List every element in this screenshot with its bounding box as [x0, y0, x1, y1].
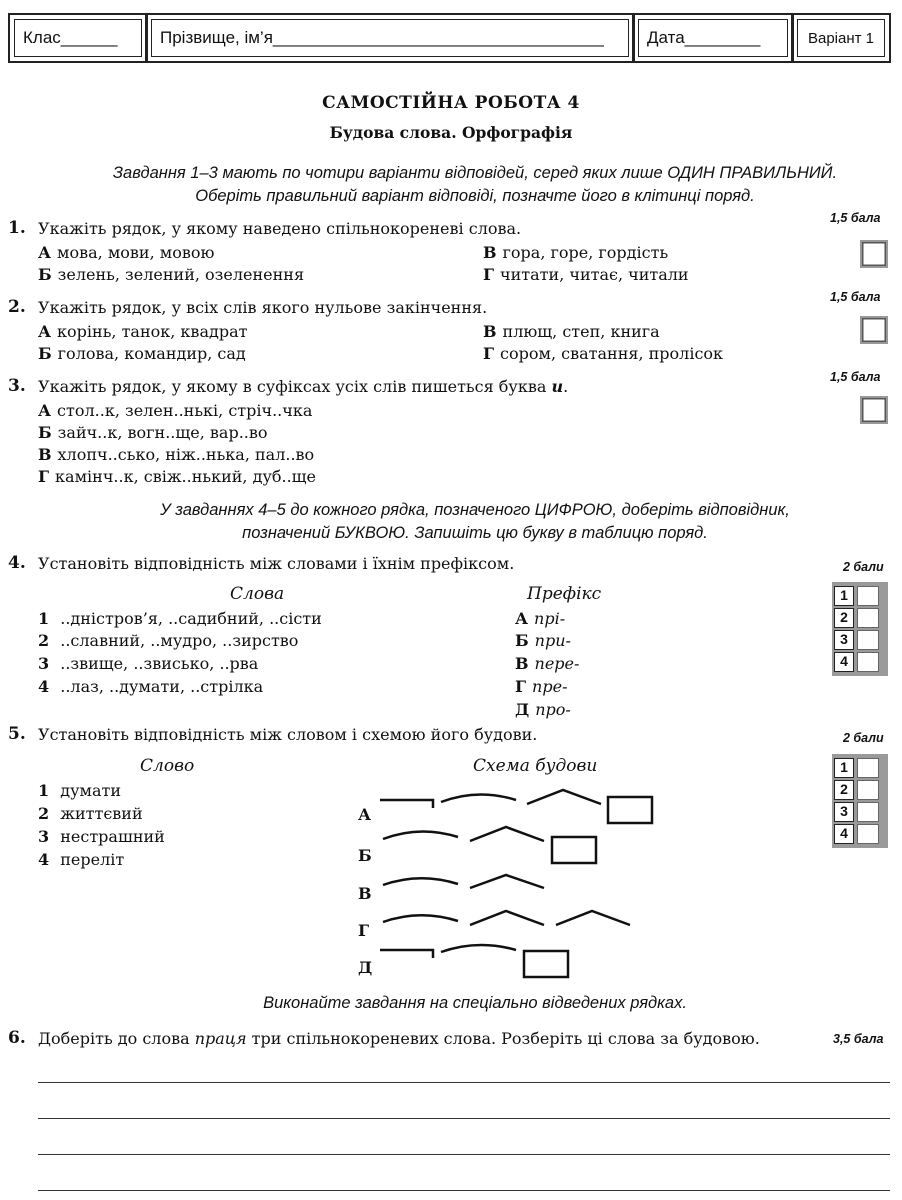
- q4-text: Установіть відповідність між словами і їхнім префіксом.: [38, 554, 515, 573]
- q4-word-1: 1 ..дністров’я, ..садибний, ..сісти: [38, 609, 322, 628]
- ending-mark: [524, 951, 568, 977]
- q4-prefix-g: Г пре-: [515, 677, 568, 696]
- q1-option-v: В гора, горе, гордість: [483, 243, 669, 262]
- q2-text: Укажіть рядок, у всіх слів якого нульове закінчення.: [38, 298, 488, 317]
- name-label[interactable]: Прізвище, ім’я___________________________________: [160, 28, 604, 47]
- instruction-2-line1: У завданнях 4–5 до кожного рядка, позначеного ЦИФРОЮ, доберіть відповідник,: [160, 501, 790, 519]
- q1-option-g: Г читати, читає, читали: [483, 265, 689, 284]
- q1-text: Укажіть рядок, у якому наведено спільнокореневі слова.: [38, 219, 522, 238]
- q3-text: Укажіть рядок, у якому в суфіксах усіх слів пишеться буква и.: [38, 377, 569, 396]
- page-title: САМОСТІЙНА РОБОТА 4: [322, 93, 580, 113]
- scheme-letter-d: Д: [358, 958, 373, 977]
- q5-col-scheme: Схема будови: [473, 756, 598, 776]
- q5-grid-row: 3: [834, 802, 886, 822]
- q4-grid-row: 3: [834, 630, 886, 650]
- q4-number: 4.: [8, 553, 26, 573]
- q4-word-3: 3 ..звище, ..звисько, ..рва: [38, 654, 259, 673]
- scheme-g: [383, 911, 630, 925]
- q5-grid-row: 4: [834, 824, 886, 844]
- q5-text: Установіть відповідність між словом і схемою його будови.: [38, 725, 538, 744]
- q4-points: 2 бали: [843, 560, 884, 574]
- ending-mark: [608, 797, 652, 823]
- q3-option-v: В хлопч..сько, ніж..нька, пал..во: [38, 445, 315, 464]
- root-mark: [383, 831, 458, 839]
- q5-col-word: Слово: [140, 756, 195, 776]
- page-subtitle: Будова слова. Орфографія: [329, 123, 573, 142]
- q6-number: 6.: [8, 1028, 26, 1048]
- prefix-mark: [380, 800, 433, 808]
- q3-option-g: Г камінч..к, свіж..нький, дуб..ще: [38, 467, 316, 486]
- q5-grid-row: 1: [834, 758, 886, 778]
- q1-points: 1,5 бала: [830, 211, 881, 225]
- q5-answer-grid: [832, 754, 888, 848]
- q4-prefix-b: Б при-: [515, 631, 571, 650]
- suffix-mark: [470, 875, 544, 888]
- q2-option-b: Б голова, командир, сад: [38, 344, 246, 363]
- answer-line-2[interactable]: [38, 1118, 890, 1119]
- suffix-mark: [470, 911, 544, 925]
- scheme-letter-b: Б: [358, 846, 372, 865]
- root-mark: [383, 878, 458, 885]
- class-label[interactable]: Клас______: [23, 28, 118, 47]
- answer-line-3[interactable]: [38, 1154, 890, 1155]
- scheme-v: [383, 875, 544, 888]
- scheme-a: [380, 790, 652, 823]
- q5-grid-row: 2: [834, 780, 886, 800]
- q2-option-v: В плющ, степ, книга: [483, 322, 660, 341]
- q5-answer-4[interactable]: [857, 824, 879, 844]
- q4-grid-row: 2: [834, 608, 886, 628]
- variant-label: Варіант 1: [807, 29, 875, 47]
- date-label[interactable]: Дата________: [647, 28, 761, 47]
- q6-text: Доберіть до слова праця три спільнокореневих слова. Розберіть ці слова за будовою.: [38, 1029, 760, 1048]
- q6-points: 3,5 бала: [833, 1032, 884, 1046]
- root-mark: [441, 945, 516, 952]
- q3-option-a: А стол..к, зелен..нькі, стріч..чка: [38, 401, 313, 420]
- q4-word-4: 4 ..лаз, ..думати, ..стрілка: [38, 677, 264, 696]
- q3-points: 1,5 бала: [830, 370, 881, 384]
- root-mark: [441, 794, 516, 802]
- prefix-mark: [380, 950, 433, 958]
- scheme-letter-v: В: [358, 884, 372, 903]
- q1-option-b: Б зелень, зелений, озеленення: [38, 265, 305, 284]
- ending-mark: [552, 837, 596, 863]
- scheme-d: [380, 945, 568, 977]
- answer-line-4[interactable]: [38, 1190, 890, 1191]
- q2-option-a: А корінь, танок, квадрат: [38, 322, 248, 341]
- instruction-1-line2: Оберіть правильний варіант відповіді, позначте його в клітинці поряд.: [195, 187, 755, 205]
- q5-word-2: 2 життєвий: [38, 804, 143, 823]
- instruction-2-line2: позначений БУКВОЮ. Запишіть цю букву в таблицю поряд.: [242, 524, 708, 542]
- q3-option-b: Б зайч..к, вогн..ще, вар..во: [38, 423, 268, 442]
- suffix-mark: [527, 790, 601, 804]
- q4-prefix-d: Д про-: [515, 700, 571, 719]
- q3-number: 3.: [8, 376, 26, 396]
- q5-answer-3[interactable]: [857, 802, 879, 822]
- q5-word-4: 4 переліт: [38, 850, 125, 869]
- q4-word-2: 2 ..славний, ..мудро, ..зирство: [38, 631, 299, 650]
- q4-prefix-a: А прі-: [515, 609, 566, 628]
- q2-number: 2.: [8, 297, 26, 317]
- q5-word-1: 1 думати: [38, 781, 121, 800]
- suffix-mark-2: [556, 911, 630, 925]
- q4-col-words: Слова: [230, 584, 285, 604]
- q1-number: 1.: [8, 218, 26, 238]
- scheme-b: [383, 827, 596, 863]
- q5-points: 2 бали: [843, 731, 884, 745]
- instruction-1-line1: Завдання 1–3 мають по чотири варіанти відповідей, серед яких лише ОДИН ПРАВИЛЬНИЙ.: [112, 164, 838, 182]
- answer-line-1[interactable]: [38, 1082, 890, 1083]
- q4-col-prefix: Префікс: [527, 584, 602, 604]
- q4-grid-row: 4: [834, 652, 886, 672]
- q5-word-3: 3 нестрашний: [38, 827, 165, 846]
- q4-grid-row: 1: [834, 586, 886, 606]
- q2-points: 1,5 бала: [830, 290, 881, 304]
- scheme-letter-a: А: [358, 805, 372, 824]
- q1-option-a: А мова, мови, мовою: [38, 243, 215, 262]
- scheme-letter-g: Г: [358, 921, 370, 940]
- q5-answer-1[interactable]: [857, 758, 879, 778]
- q5-answer-2[interactable]: [857, 780, 879, 800]
- q5-number: 5.: [8, 724, 26, 744]
- suffix-mark: [470, 827, 544, 841]
- q2-option-g: Г сором, сватання, пролісок: [483, 344, 724, 363]
- root-mark: [383, 915, 458, 922]
- instruction-3: Виконайте завдання на спеціально відведених рядках.: [263, 994, 687, 1012]
- q4-prefix-v: В пере-: [515, 654, 580, 673]
